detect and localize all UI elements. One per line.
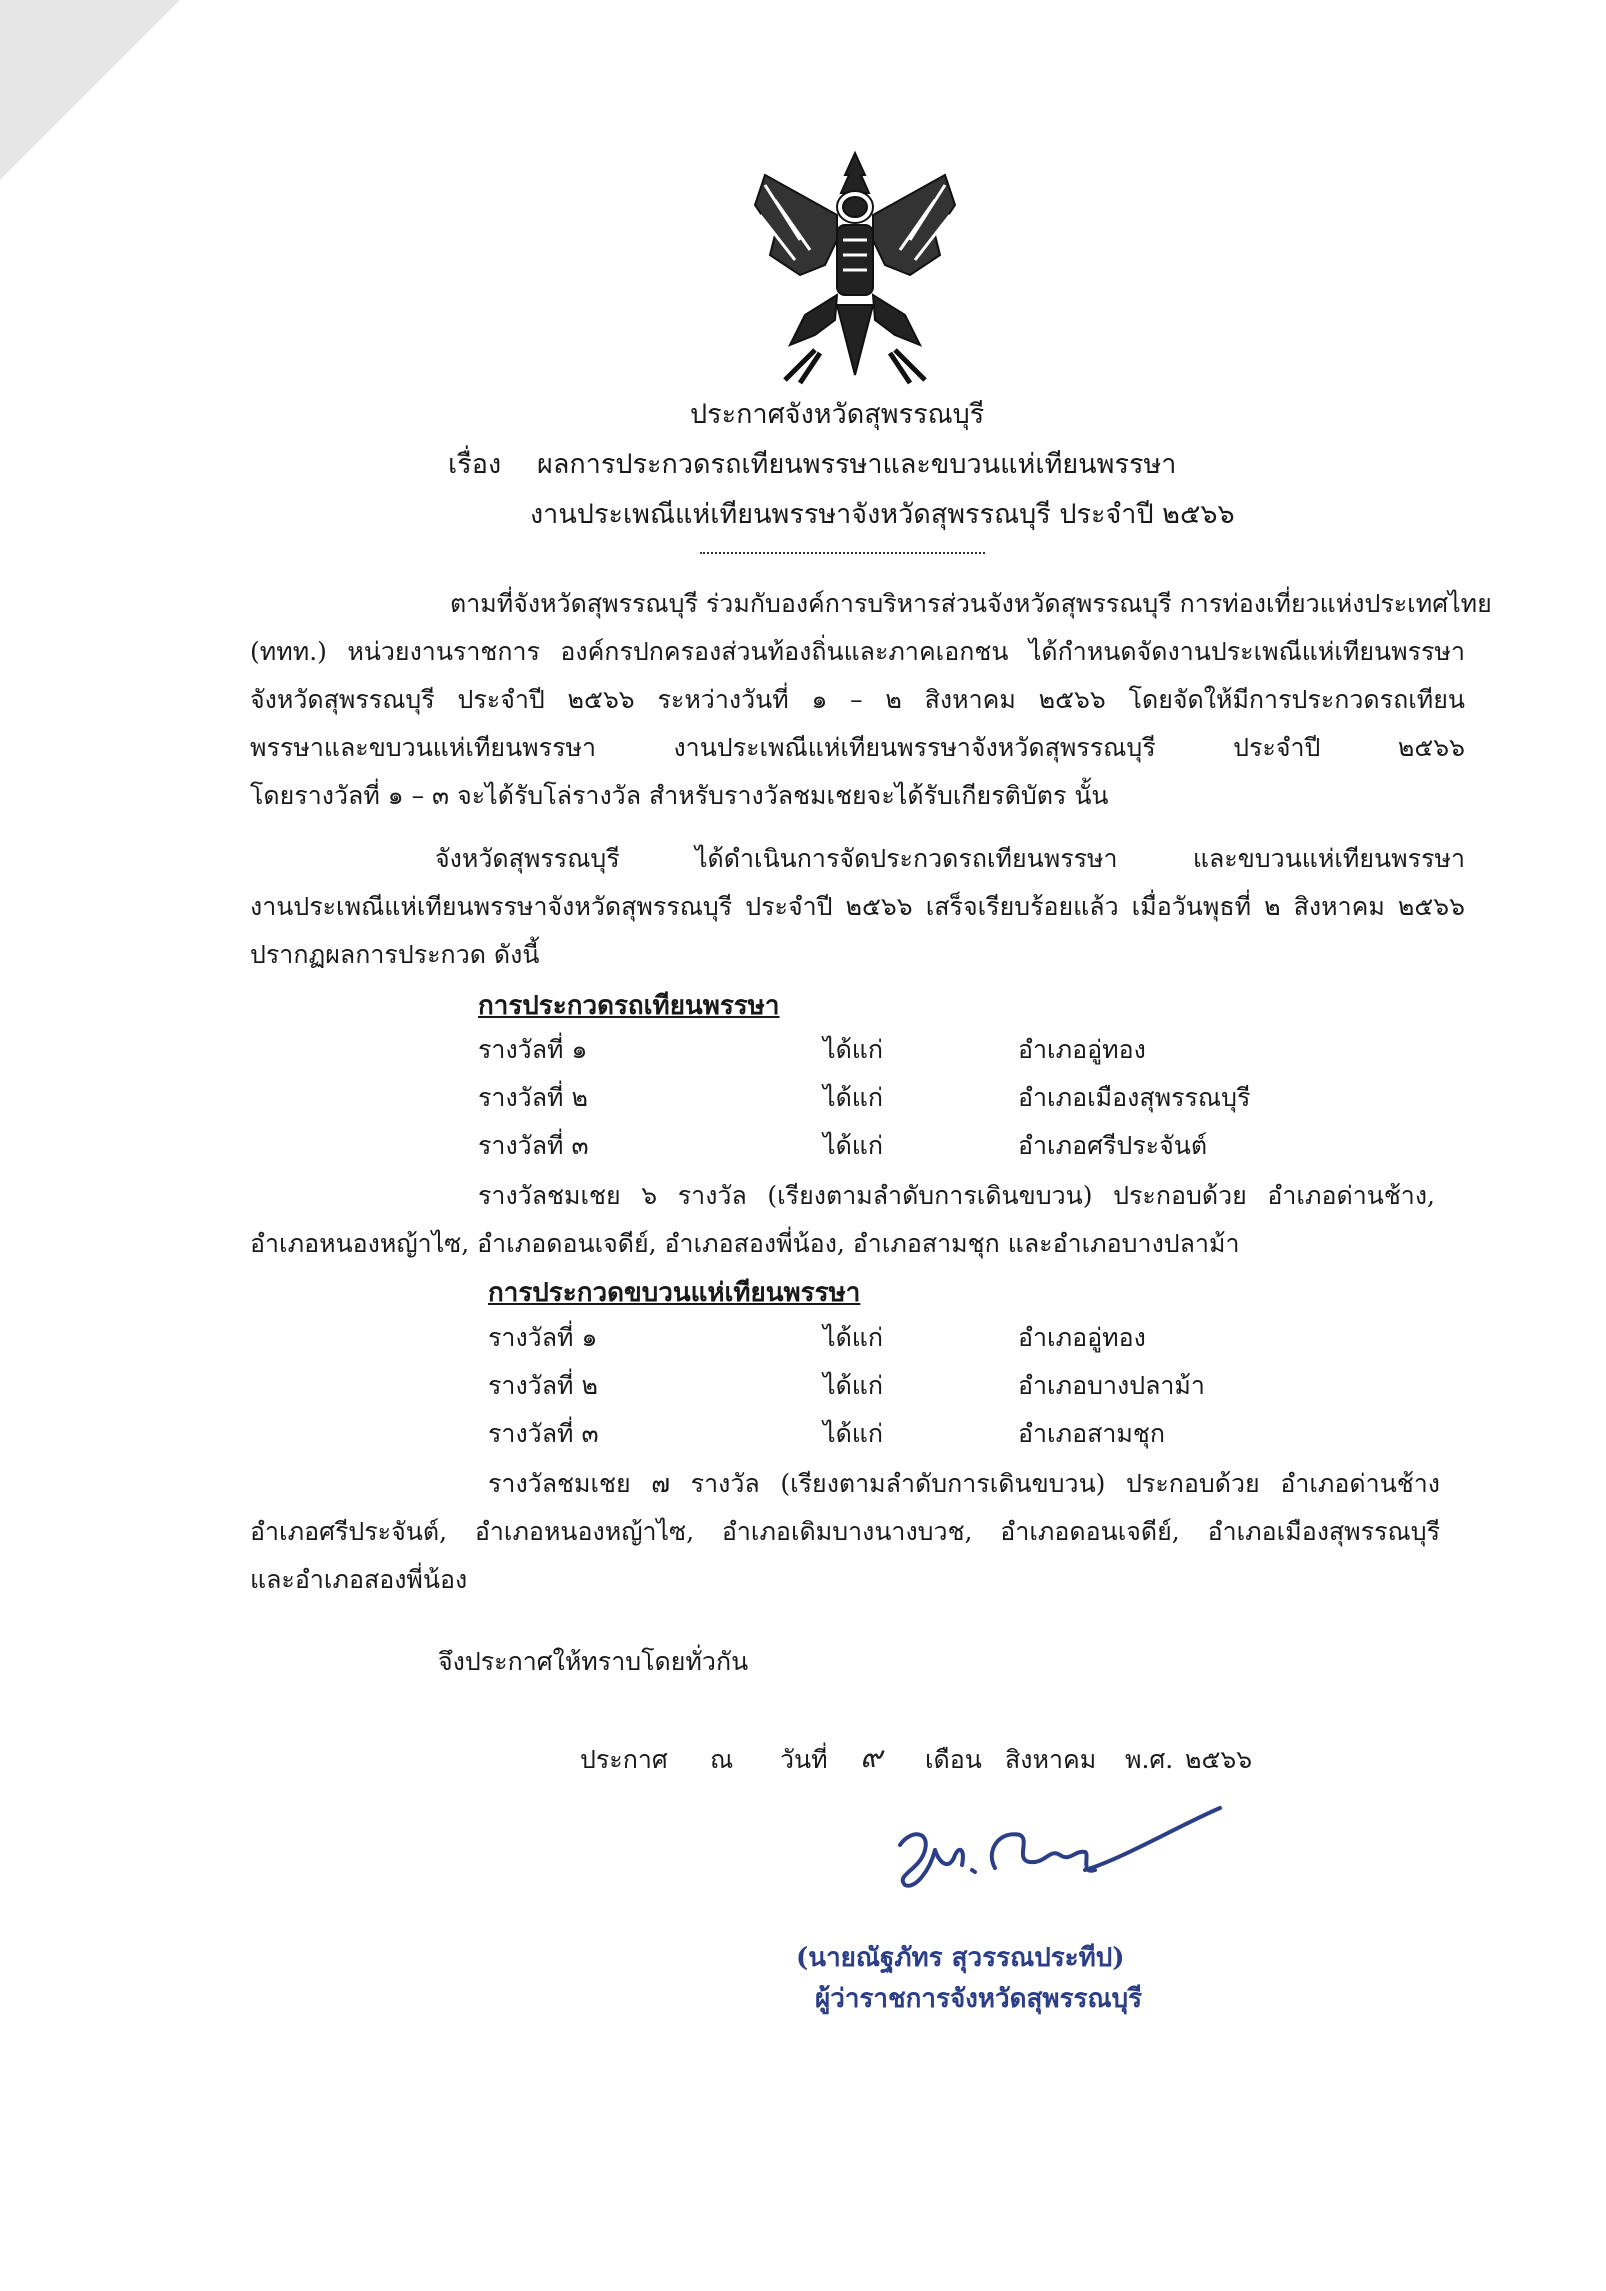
paragraph-line: อำเภอหนองหญ้าไซ, อำเภอดอนเจดีย์, อำเภอสองพี่น้อง, อำเภอสามชุก และอำเภอบางปลาม้า <box>250 1229 1240 1258</box>
award-rank: รางวัลที่ ๑ <box>488 1323 598 1352</box>
paragraph-line: โดยรางวัลที่ ๑ – ๓ จะได้รับโล่รางวัล สำหรับรางวัลชมเชยจะได้รับเกียรติบัตร นั้น <box>250 781 1109 810</box>
award-rank: รางวัลที่ ๓ <box>488 1419 599 1448</box>
award-verb: ได้แก่ <box>823 1371 884 1400</box>
handwritten-signature <box>880 1790 1230 1900</box>
paragraph-line: จังหวัดสุพรรณบุรี ประจำปี ๒๕๖๖ ระหว่างวันที่ ๑ – ๒ สิงหาคม ๒๕๖๖ โดยจัดให้มีการประกวดรถเทียน <box>250 685 1465 714</box>
award-winner: อำเภอศรีประจันต์ <box>1018 1131 1208 1160</box>
award-winner: อำเภอเมืองสุพรรณบุรี <box>1018 1083 1251 1112</box>
paragraph-line: (ททท.) หน่วยงานราชการ องค์กรปกครองส่วนท้องถิ่นและภาคเอกชน ได้กำหนดจัดงานประเพณีแห่เทียนพรรษา <box>250 637 1465 666</box>
paragraph-line: รางวัลชมเชย ๗ รางวัล (เรียงตามลำดับการเดินขบวน) ประกอบด้วย อำเภอด่านช้าง <box>488 1469 1440 1498</box>
contest-procession-title: การประกวดขบวนแห่เทียนพรรษา <box>488 1278 861 1308</box>
paragraph-line: ตามที่จังหวัดสุพรรณบุรี ร่วมกับองค์การบริหารส่วนจังหวัดสุพรรณบุรี การท่องเที่ยวแห่งประเทศไทย <box>450 589 1492 618</box>
award-row <box>478 1078 1378 1124</box>
award-rank: รางวัลที่ ๒ <box>478 1083 588 1112</box>
page-corner-fold <box>0 0 180 180</box>
award-row <box>488 1318 1388 1364</box>
date-month-label: เดือน <box>925 1745 982 1774</box>
paragraph-line: อำเภอศรีประจันต์, อำเภอหนองหญ้าไซ, อำเภอเดิมบางนางบวช, อำเภอดอนเจดีย์, อำเภอเมืองสุพรรณบุรี <box>250 1517 1440 1546</box>
contest-candle-float-title: การประกวดรถเทียนพรรษา <box>478 991 780 1021</box>
announcement-issuer: ประกาศจังหวัดสุพรรณบุรี <box>690 399 985 430</box>
award-winner: อำเภออู่ทอง <box>1018 1323 1146 1352</box>
award-verb: ได้แก่ <box>823 1035 884 1064</box>
paragraph-line: จังหวัดสุพรรณบุรี ได้ดำเนินการจัดประกวดรถเทียนพรรษา และขบวนแห่เทียนพรรษา <box>435 844 1465 873</box>
paragraph-line: งานประเพณีแห่เทียนพรรษาจังหวัดสุพรรณบุรี ประจำปี ๒๕๖๖ เสร็จเรียบร้อยแล้ว เมื่อวันพุธที่ ๒ สิงหาคม ๒๕๖๖ <box>250 892 1465 921</box>
award-winner: อำเภออู่ทอง <box>1018 1035 1146 1064</box>
date-month: สิงหาคม <box>1005 1745 1097 1774</box>
paragraph-line: และอำเภอสองพี่น้อง <box>250 1565 468 1594</box>
award-verb: ได้แก่ <box>823 1419 884 1448</box>
contest-candle-float-honorable <box>250 1172 1435 1268</box>
date-year-label: พ.ศ. <box>1125 1745 1174 1774</box>
subject-line-1: ผลการประกวดรถเทียนพรรษาและขบวนแห่เทียนพรรษา <box>537 449 1177 480</box>
announcement-date <box>580 1740 1280 1780</box>
paragraph-intro <box>250 580 1492 820</box>
award-verb: ได้แก่ <box>823 1131 884 1160</box>
award-verb: ได้แก่ <box>823 1083 884 1112</box>
date-day: ๙ <box>860 1740 882 1775</box>
date-day-label: วันที่ <box>780 1745 828 1774</box>
award-row <box>488 1366 1388 1412</box>
signer-position: ผู้ว่าราชการจังหวัดสุพรรณบุรี <box>815 1984 1143 2014</box>
date-prefix: ประกาศ <box>580 1745 668 1774</box>
date-at: ณ <box>710 1745 734 1774</box>
award-rank: รางวัลที่ ๓ <box>478 1131 589 1160</box>
separator-dots <box>700 552 985 554</box>
award-row <box>488 1414 1388 1460</box>
garuda-emblem-icon <box>745 145 965 385</box>
award-verb: ได้แก่ <box>823 1323 884 1352</box>
paragraph-result <box>250 835 1465 979</box>
award-winner: อำเภอสามชุก <box>1018 1419 1165 1448</box>
contest-procession-honorable <box>250 1460 1440 1604</box>
signer-name: (นายณัฐภัทร สุวรรณประทีป) <box>796 1943 1125 1973</box>
award-rank: รางวัลที่ ๒ <box>488 1371 598 1400</box>
subject-line-2: งานประเพณีแห่เทียนพรรษาจังหวัดสุพรรณบุรี ประจำปี ๒๕๖๖ <box>530 499 1235 530</box>
paragraph-line: ปรากฏผลการประกวด ดังนี้ <box>250 940 540 969</box>
closing-statement: จึงประกาศให้ทราบโดยทั่วกัน <box>438 1647 749 1676</box>
award-winner: อำเภอบางปลาม้า <box>1018 1371 1205 1400</box>
date-year: ๒๕๖๖ <box>1185 1745 1253 1774</box>
award-row <box>478 1030 1378 1076</box>
subject-label: เรื่อง <box>448 449 502 480</box>
paragraph-line: รางวัลชมเชย ๖ รางวัล (เรียงตามลำดับการเดินขบวน) ประกอบด้วย อำเภอด่านช้าง, <box>478 1181 1435 1210</box>
award-row <box>478 1126 1378 1172</box>
award-rank: รางวัลที่ ๑ <box>478 1035 588 1064</box>
paragraph-line: พรรษาและขบวนแห่เทียนพรรษา งานประเพณีแห่เทียนพรรษาจังหวัดสุพรรณบุรี ประจำปี ๒๕๖๖ <box>250 733 1465 762</box>
